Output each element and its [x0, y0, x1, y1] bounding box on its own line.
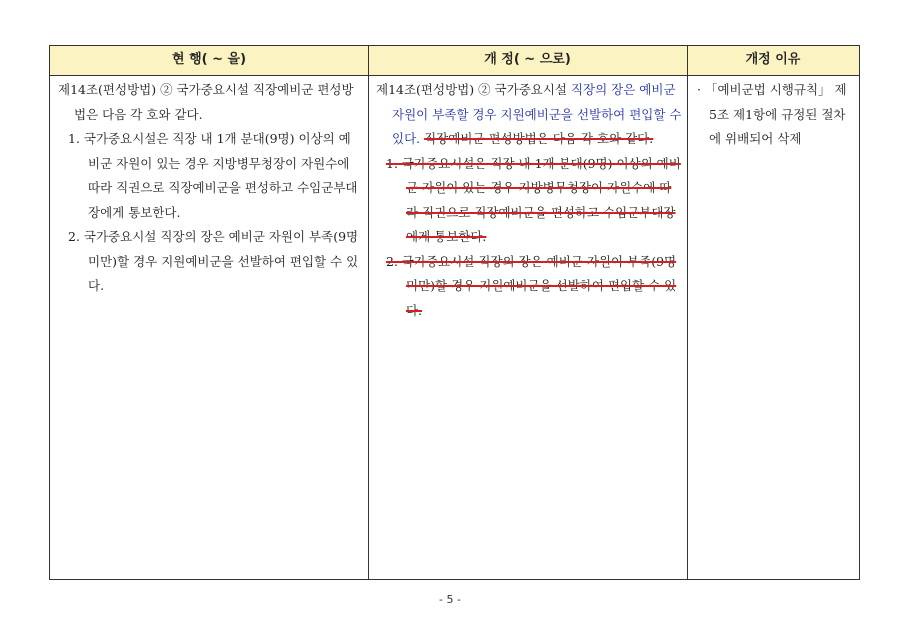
- reason-text-cell: [697, 78, 853, 152]
- revised-lead: [376, 78, 682, 152]
- revised-lead-plain: 제14조(편성방법) ② 국가중요시설: [376, 82, 571, 97]
- revised-item-2: [376, 250, 682, 324]
- revised-lead-added: 직장의 장은 예비군 자원이 부족할 경우 지원예비군을 선발하여 편입할 수 있다.: [392, 82, 682, 146]
- reason-text: · 「예비군법 시행규칙」 제5조 제1항에 규정된 절차에 위배되어 삭제: [697, 82, 847, 146]
- current-lead: 제14조(편성방법) ② 국가중요시설 직장예비군 편성방법은 다음 각 호와 같다.: [58, 82, 354, 122]
- revised-item-2-deleted: 2. 국가중요시설 직장의 장은 예비군 자원이 부족(9명 미만)할 경우 지원예비군을 선발하여 편입할 수 있다.: [386, 253, 677, 318]
- header-current: 현 행( ~ 을): [171, 52, 247, 67]
- column-divider: [687, 46, 688, 579]
- revised-item-1: [376, 152, 682, 250]
- header-reason: 개정 이유: [745, 52, 801, 67]
- header-revised: 개 정( ~ 으로): [484, 52, 571, 67]
- amendment-comparison-table: [49, 45, 860, 580]
- current-text-cell: [58, 78, 362, 299]
- column-divider: [368, 46, 369, 579]
- page-number: - 5 -: [439, 593, 461, 606]
- revised-lead-deleted: 직장예비군 편성방법은 다음 각 호와 같다.: [424, 131, 654, 146]
- table-header: [50, 46, 859, 76]
- current-item-2: 2. 국가중요시설 직장의 장은 예비군 자원이 부족(9명 미만)할 경우 지원예비군을 선발하여 편입할 수 있다.: [68, 229, 359, 293]
- current-item-1: 1. 국가중요시설은 직장 내 1개 분대(9명) 이상의 예비군 자원이 있는 경우 지방병무청장이 자원수에 따라 직권으로 직장예비군을 편성하고 수임군부대장에게 통보한다.: [68, 131, 358, 220]
- revised-item-1-deleted: 1. 국가중요시설은 직장 내 1개 분대(9명) 이상의 예비군 자원이 있는 경우 지방병무청장이 자원수에 따라 직권으로 직장예비군을 편성하고 수임군부대장에게 통보한다.: [386, 155, 681, 244]
- revised-text-cell: [376, 78, 682, 323]
